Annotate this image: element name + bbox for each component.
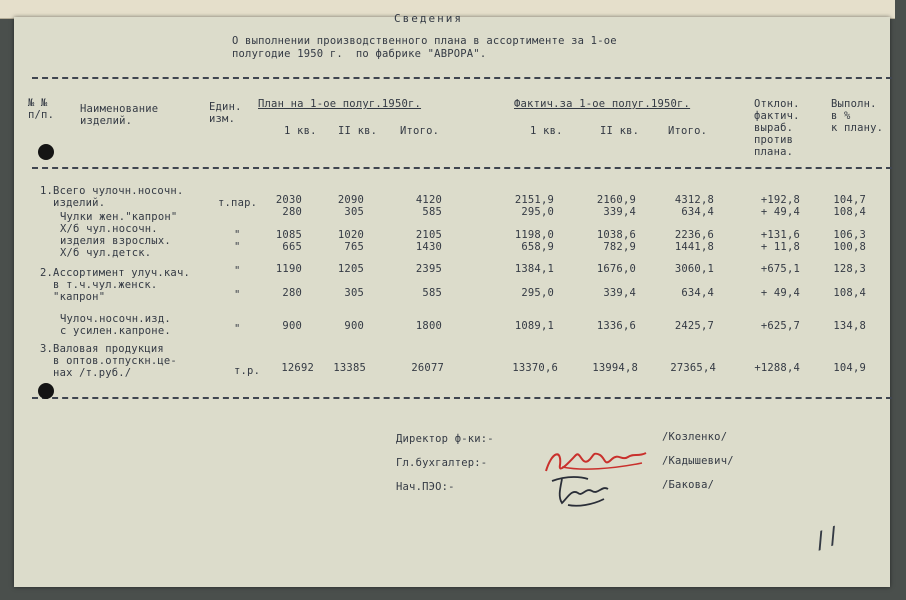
row-name: 2.Ассортимент улуч.кач. в т.ч.чул.женск. "капрон": [40, 267, 190, 303]
row-plan-q1: 12692: [281, 362, 314, 374]
row-name: Х/б чул.носочн. изделия взрослых.: [60, 223, 171, 247]
row-fact-total: 2425,7: [674, 320, 714, 332]
fact-group-header: Фактич.за 1-ое полуг.1950г.: [514, 98, 691, 110]
row-fact-q1: 13370,6: [512, 362, 558, 374]
row-plan-q1: 2030: [275, 194, 302, 206]
punch-hole-top: [38, 144, 54, 160]
row-fact-q2: 13994,8: [592, 362, 638, 374]
row-fact-q1: 1384,1: [514, 263, 554, 275]
row-fact-q2: 2160,9: [596, 194, 636, 206]
accountant-name: /Кадышевич/: [662, 455, 734, 467]
row-plan-q2: 13385: [333, 362, 366, 374]
row-unit: ": [234, 289, 241, 301]
peo-head-name: /Бакова/: [662, 479, 715, 491]
header-top-rule: [32, 77, 892, 79]
row-plan-total: 4120: [415, 194, 442, 206]
row-plan-total: 585: [422, 206, 442, 218]
row-deviation: + 49,4: [760, 206, 800, 218]
col-number-header: № № п/п.: [28, 97, 55, 121]
row-fact-q1: 2151,9: [514, 194, 554, 206]
row-unit: т.пар.: [218, 197, 258, 209]
row-plan-total: 585: [422, 287, 442, 299]
row-plan-q1: 1085: [275, 229, 302, 241]
row-deviation: +625,7: [760, 320, 800, 332]
row-name: Чулки жен."капрон": [60, 211, 178, 223]
fact-q2-header: II кв.: [600, 125, 640, 137]
row-percent: 108,4: [833, 206, 866, 218]
title-line-2: полугодие 1950 г. по фабрике "АВРОРА".: [232, 48, 487, 60]
row-percent: 104,7: [833, 194, 866, 206]
row-percent: 128,3: [833, 263, 866, 275]
row-percent: 134,8: [833, 320, 866, 332]
row-fact-total: 634,4: [681, 206, 714, 218]
row-plan-q1: 280: [282, 206, 302, 218]
dark-signature: [548, 469, 618, 511]
row-plan-q2: 900: [344, 320, 364, 332]
row-percent: 100,8: [833, 241, 866, 253]
row-fact-q2: 782,9: [603, 241, 636, 253]
row-fact-total: 1441,8: [674, 241, 714, 253]
row-deviation: +192,8: [760, 194, 800, 206]
row-plan-q2: 765: [344, 241, 364, 253]
row-unit: ": [234, 265, 241, 277]
row-unit: ": [234, 323, 241, 335]
fact-total-header: Итого.: [668, 125, 708, 137]
plan-q2-header: II кв.: [338, 125, 378, 137]
row-fact-q1: 1089,1: [514, 320, 554, 332]
percent-header: Выполн. в % к плану.: [831, 98, 884, 134]
header-bottom-rule: [32, 167, 892, 169]
row-plan-total: 26077: [411, 362, 444, 374]
row-percent: 108,4: [833, 287, 866, 299]
row-deviation: +675,1: [760, 263, 800, 275]
title-line-1: О выполнении производственного плана в ассортименте за 1-ое: [232, 35, 617, 47]
row-percent: 104,9: [833, 362, 866, 374]
row-fact-q1: 1198,0: [514, 229, 554, 241]
row-fact-total: 27365,4: [670, 362, 716, 374]
row-plan-total: 1430: [415, 241, 442, 253]
row-name: Х/б чул.детск.: [60, 247, 152, 259]
row-name: Чулоч.носочн.изд. с усилен.капроне.: [60, 313, 171, 337]
row-fact-total: 3060,1: [674, 263, 714, 275]
row-deviation: + 49,4: [760, 287, 800, 299]
director-name: /Козленко/: [662, 431, 728, 443]
row-plan-q2: 305: [344, 287, 364, 299]
col-unit-header: Един. изм.: [209, 101, 242, 125]
plan-group-header: План на 1-ое полуг.1950г.: [258, 98, 422, 110]
row-plan-total: 1800: [415, 320, 442, 332]
row-plan-total: 2105: [415, 229, 442, 241]
row-name: 1.Всего чулочн.носочн. изделий.: [40, 185, 184, 209]
plan-total-header: Итого.: [400, 125, 440, 137]
document-page: [14, 12, 890, 587]
row-deviation: +1288,4: [754, 362, 800, 374]
row-plan-q2: 1205: [337, 263, 364, 275]
row-fact-q2: 339,4: [603, 206, 636, 218]
peo-head-role: Нач.ПЭО:-: [396, 481, 455, 493]
table-bottom-rule: [32, 397, 892, 399]
row-fact-q1: 658,9: [521, 241, 554, 253]
row-fact-total: 2236,6: [674, 229, 714, 241]
row-unit: ": [234, 229, 241, 241]
row-fact-q2: 1038,6: [596, 229, 636, 241]
row-name: 3.Валовая продукция в оптов.отпускн.це- нах /т.руб./: [40, 343, 177, 379]
corner-mark: //: [810, 522, 845, 555]
row-fact-total: 4312,8: [674, 194, 714, 206]
accountant-role: Гл.бухгалтер:-: [396, 457, 488, 469]
row-fact-q2: 339,4: [603, 287, 636, 299]
row-plan-q2: 2090: [337, 194, 364, 206]
row-plan-q1: 1190: [275, 263, 302, 275]
row-deviation: +131,6: [760, 229, 800, 241]
row-fact-q1: 295,0: [521, 206, 554, 218]
row-plan-q1: 900: [282, 320, 302, 332]
document-heading: Сведения: [394, 12, 463, 25]
row-percent: 106,3: [833, 229, 866, 241]
row-fact-q1: 295,0: [521, 287, 554, 299]
row-plan-q1: 280: [282, 287, 302, 299]
plan-q1-header: 1 кв.: [284, 125, 317, 137]
row-fact-q2: 1676,0: [596, 263, 636, 275]
row-fact-q2: 1336,6: [596, 320, 636, 332]
row-plan-total: 2395: [415, 263, 442, 275]
row-plan-q2: 1020: [337, 229, 364, 241]
fact-q1-header: 1 кв.: [530, 125, 563, 137]
row-deviation: + 11,8: [760, 241, 800, 253]
director-role: Директор ф-ки:-: [396, 433, 494, 445]
col-name-header: Наименование изделий.: [80, 103, 159, 127]
deviation-header: Отклон. фактич. выраб. против плана.: [754, 98, 800, 158]
punch-hole-bottom: [38, 383, 54, 399]
row-unit: ": [234, 241, 241, 253]
row-plan-q2: 305: [344, 206, 364, 218]
row-fact-total: 634,4: [681, 287, 714, 299]
row-plan-q1: 665: [282, 241, 302, 253]
row-unit: т.р.: [234, 365, 261, 377]
